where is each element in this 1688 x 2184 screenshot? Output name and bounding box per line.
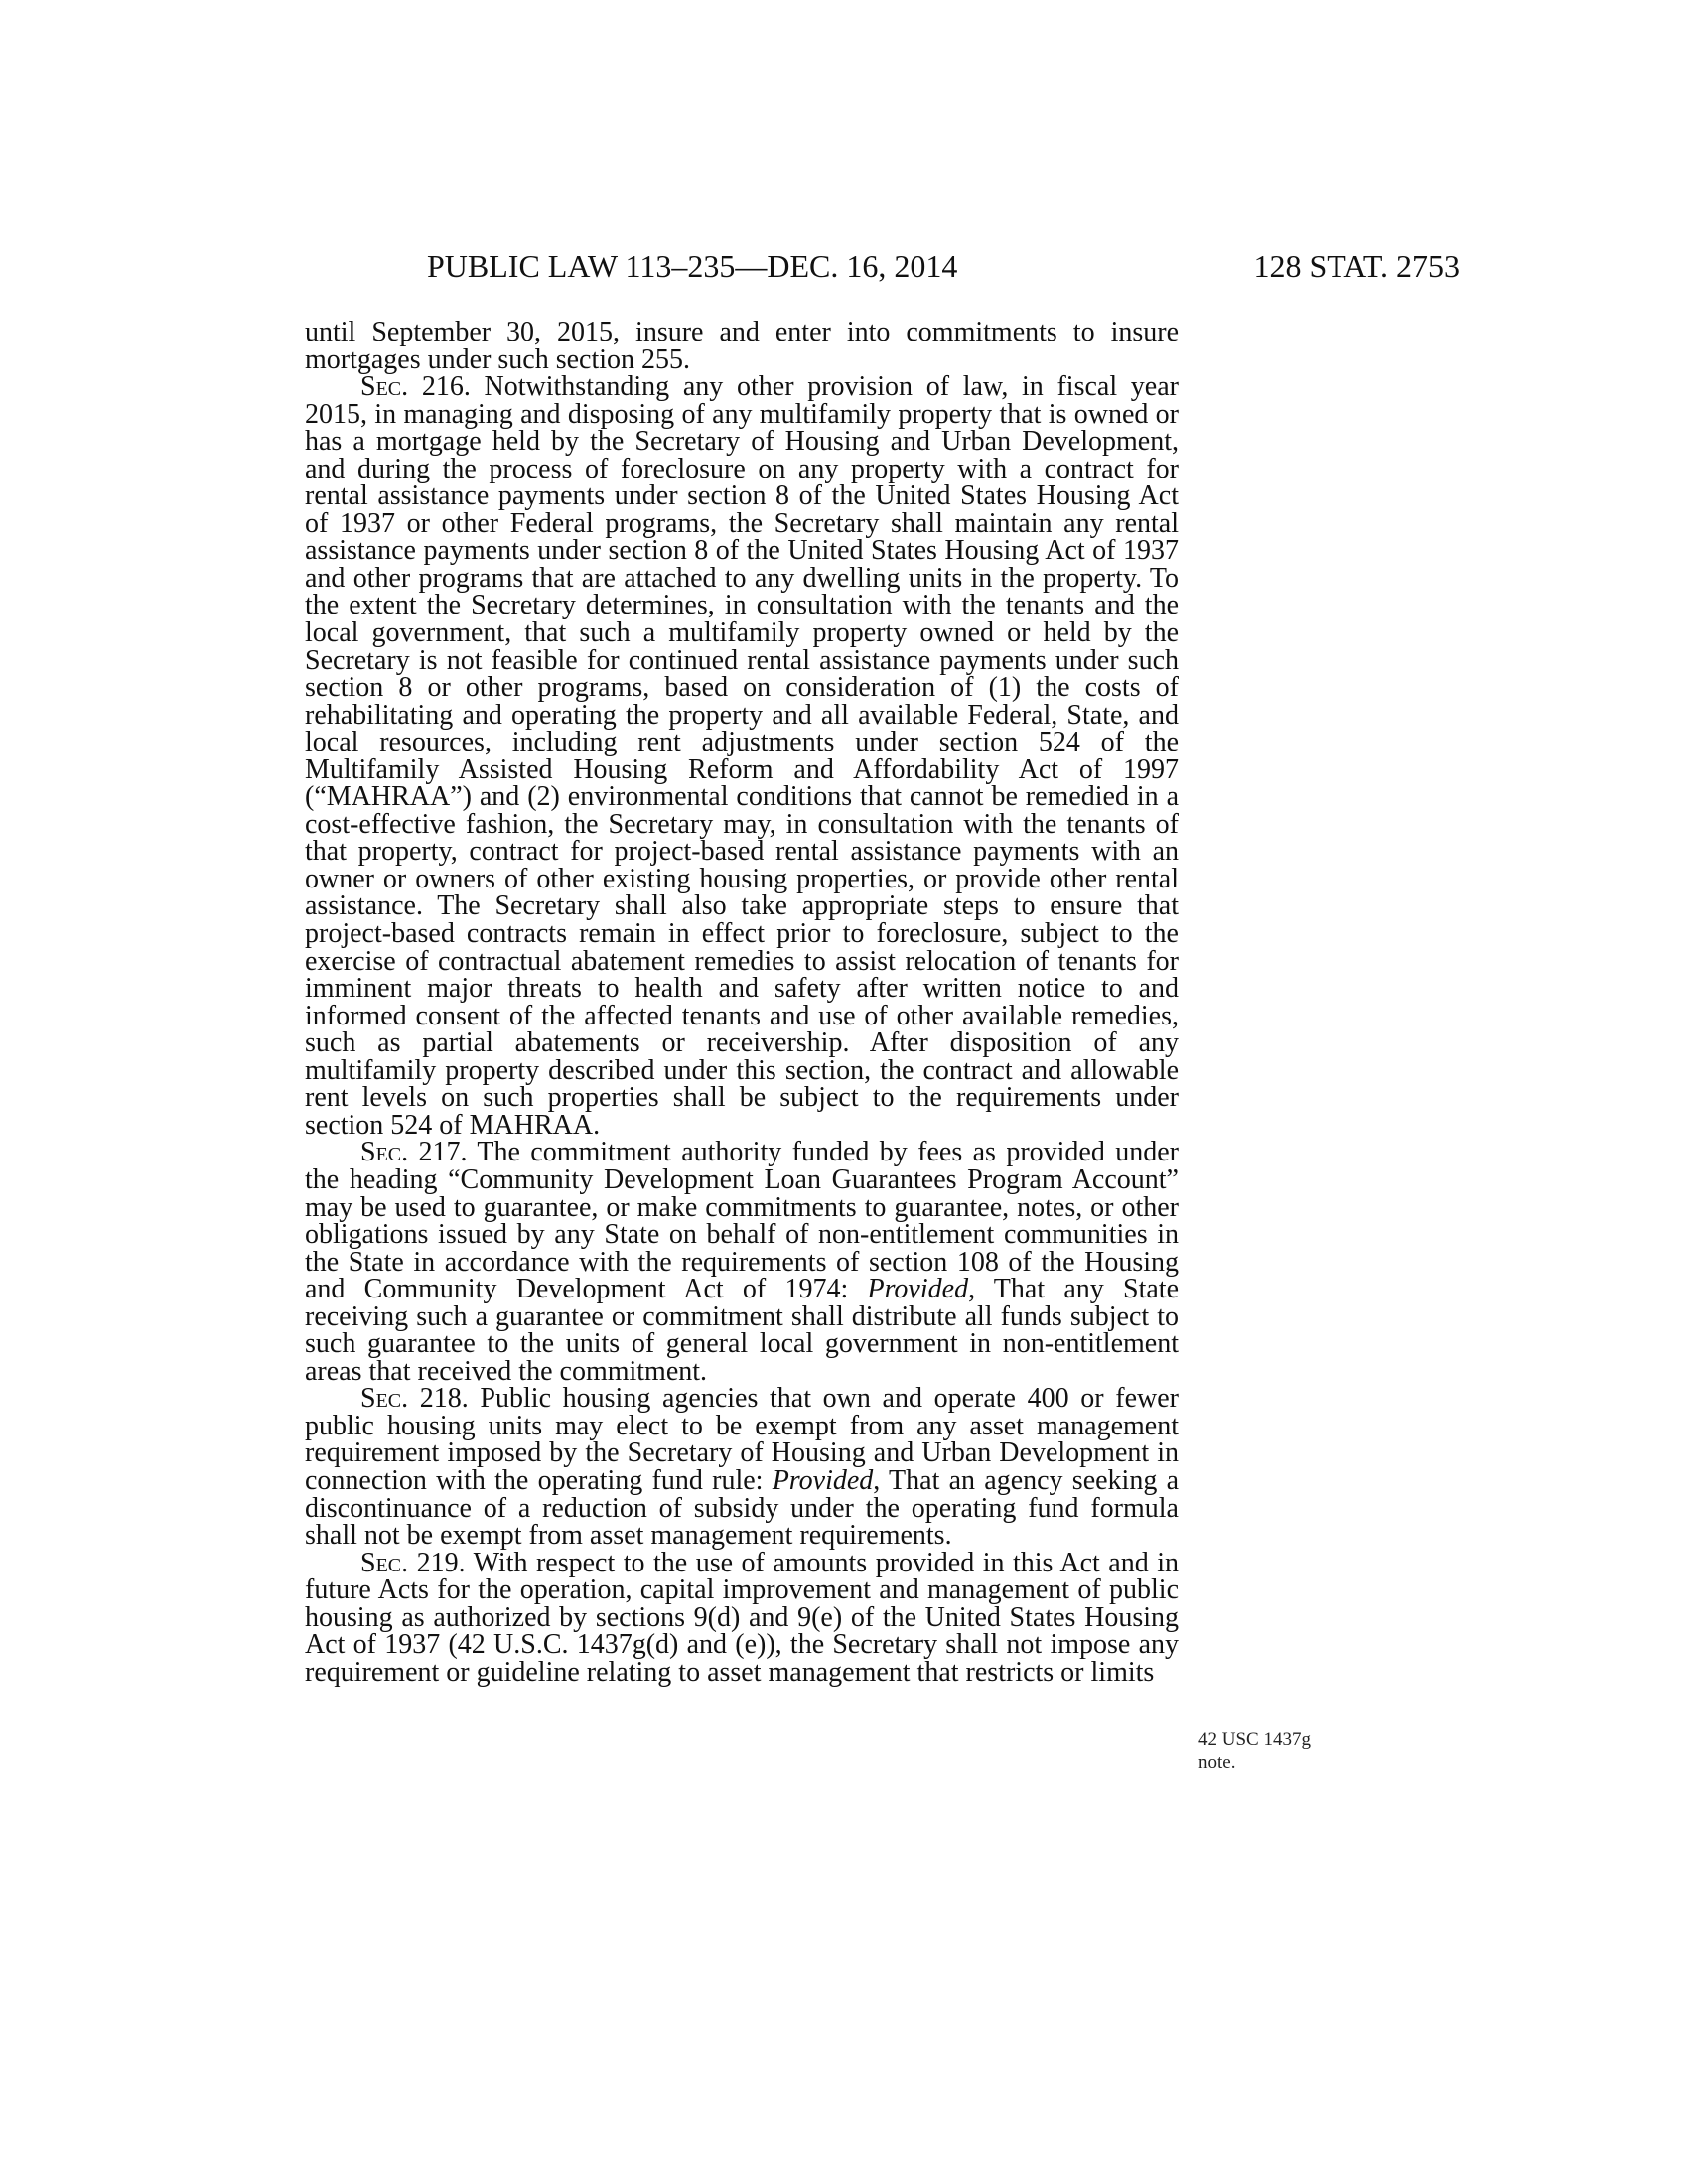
section-text: Notwithstanding any other provision of law, in fiscal year 2015, in managing and disposing of any multifamily property that is owned or has a mortgage held by the Secretary of Housing and Urban Development, and during the process of foreclosure on any property with a contract for rental assistance payments under section 8 of the United States Housing Act of 1937 or other Federal programs, the Secretary shall maintain any rental assistance payments under section 8 of the United States Housing Act of 1937 and other programs that are attached to any dwelling units in the property. To the extent the Secretary determines, in consultation with the tenants and the local government, that such a multifamily property owned or held by the Secretary is not feasible for continued rental assistance payments under such section 8 or other programs, based on consideration of (1) the costs of rehabilitating and operating the property and all available Federal, State, and local resources, including rent adjustments under section 524 of the Multifamily Assisted Housing Reform and Affordability Act of 1997 (“MAHRAA”) and (2) environmental conditions that cannot be remedied in a cost-effective fashion, the Secretary may, in consultation with the tenants of that property, contract for project-based rental assistance payments with an owner or owners of other existing housing properties, or provide other rental assistance. The Secretary shall also take appropriate steps to ensure that project-based contracts remain in effect prior to foreclosure, subject to the exercise of contractual abatement remedies to assist relocation of tenants for imminent major threats to health and safety after written notice to and informed consent of the affected tenants and use of other available remedies, such as partial abatements or receivership. After disposition of any multifamily property described under this section, the contract and allowable rent levels on such properties shall be subject to the requirements under section 524 of MAHRAA. [305,371,1179,1141]
running-head [427,246,1460,286]
provided-term: Provided [772,1464,874,1496]
section-label: Sec. 217. [360,1137,468,1168]
law-title: PUBLIC LAW 113–235—DEC. 16, 2014 [427,248,958,284]
margin-note [1198,1728,1347,1774]
section-text: , That an agency seeking a discontinuance of a reduction of subsidy under the operating fund formula shall not be exempt from asset management requirements. [305,1464,1180,1552]
section-text: , That any State receiving such a guarantee or commitment shall distribute all funds subject to such guarantee to the units of general local government in non-entitlement areas that received the commitment. [305,1274,1179,1387]
margin-note-label: note. [1198,1752,1236,1773]
continuation-paragraph: until September 30, 2015, insure and enter into commitments to insure mortgages under such section 255. [305,317,1179,375]
provided-term: Provided [867,1274,969,1305]
section-218 [305,1383,1180,1552]
section-217 [305,1139,1179,1385]
section-label: Sec. 216. [360,371,471,403]
section-216 [305,373,1179,1139]
section-text: The commitment authority funded by fees as provided under the heading “Community Development Loan Guarantees Program Account” may be used to guarantee, or make commitments to guarantee, notes, or other obligations issued by any State on behalf of non-entitlement communities in the State in accordance with the requirements of section 108 of the Housing and Community Development Act of 1974: [305,1137,1179,1305]
statute-page-number: 128 STAT. 2753 [1253,248,1460,284]
body-text [305,319,1179,1686]
section-text: Public housing agencies that own and operate 400 or fewer public housing units may elect to be exempt from any asset management requirement imposed by the Secretary of Housing and Urban Development in connection with the operating fund rule: [305,1383,1179,1496]
section-label: Sec. 219. [360,1547,466,1578]
margin-note-citation: 42 USC 1437g [1198,1729,1311,1750]
section-219 [305,1547,1179,1688]
section-text: With respect to the use of amounts provided in this Act and in future Acts for the operation, capital improvement and management of public housing as authorized by sections 9(d) and 9(e) of the United States Housing Act of 1937 (42 U.S.C. 1437g(d) and (e)), the Secretary shall not impose any requirement or guideline relating to asset management that restricts or limits [305,1547,1179,1688]
section-label: Sec. 218. [360,1383,469,1415]
